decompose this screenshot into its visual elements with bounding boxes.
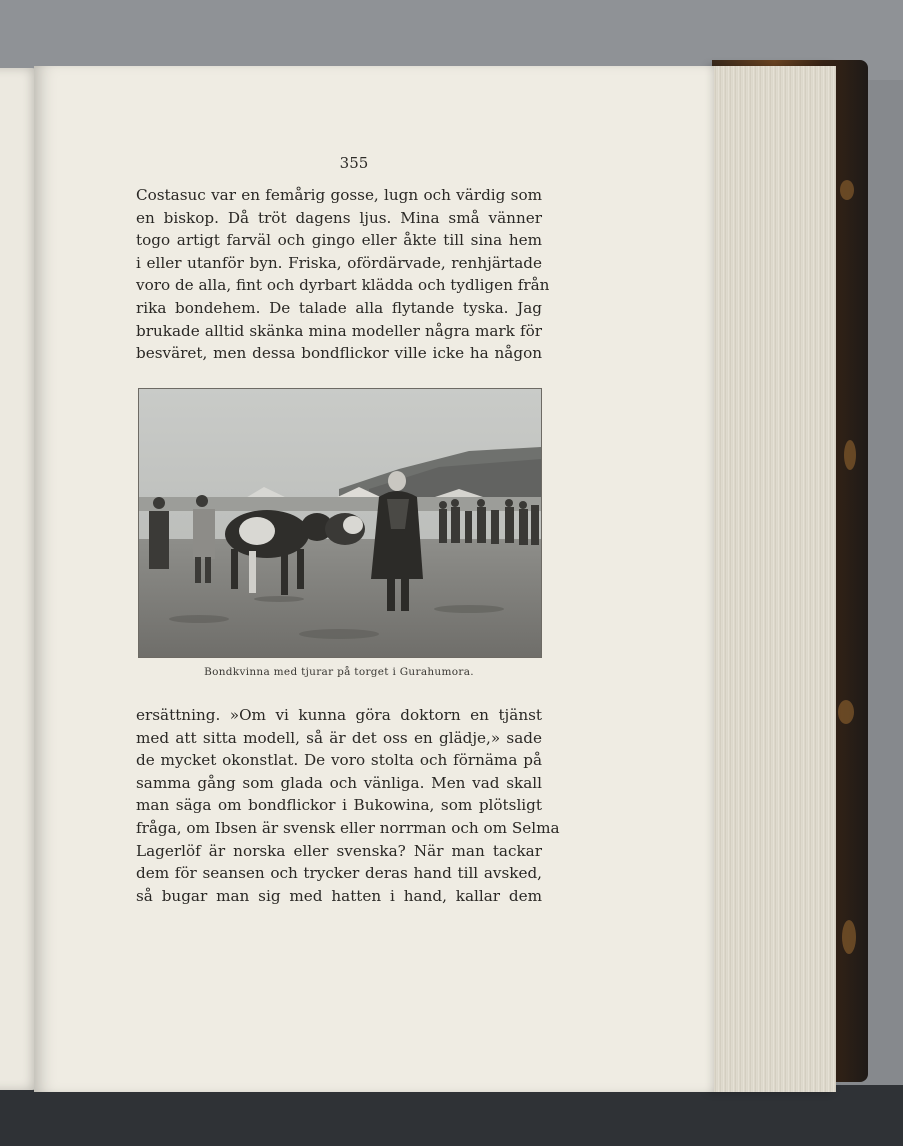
text-line: dem för seansen och trycker deras hand till avsked, bbox=[136, 864, 542, 883]
page-number: 355 bbox=[339, 154, 369, 172]
text-line: en biskop. Då tröt dagens ljus. Mina små vänner bbox=[136, 208, 542, 227]
text-line: voro de alla, fint och dyrbart klädda och tydligen från bbox=[136, 276, 550, 295]
background-bottom bbox=[0, 1085, 903, 1146]
cover-marbling bbox=[844, 440, 856, 470]
book-page bbox=[34, 66, 714, 1092]
page-edges-stack bbox=[712, 66, 836, 1092]
text-line: i eller utanför byn. Friska, ofördärvade, renhjärtade bbox=[136, 253, 542, 272]
text-line: rika bondehem. De talade alla flytande tyska. Jag bbox=[136, 298, 542, 317]
cover-marbling bbox=[838, 700, 854, 724]
text-line: ersättning. »Om vi kunna göra doktorn en tjänst bbox=[136, 706, 542, 724]
figure-caption: Bondkvinna med tjurar på torget i Gurahumora. bbox=[204, 666, 474, 678]
text-line: så bugar man sig med hatten i hand, kallar dem bbox=[136, 886, 542, 905]
paragraph-top bbox=[136, 184, 550, 365]
text-line: samma gång som glada och vänliga. Men vad skall bbox=[136, 773, 542, 792]
text-line: Lagerlöf är norska eller svenska? När man tackar bbox=[136, 841, 542, 860]
text-line: besväret, men dessa bondflickor ville icke ha någon bbox=[136, 344, 542, 363]
text-line: de mycket okonstlat. De voro stolta och förnäma på bbox=[136, 751, 542, 770]
text-line: man säga om bondflickor i Bukowina, som plötsligt bbox=[136, 796, 542, 815]
text-line: Costasuc var en femårig gosse, lugn och värdig som bbox=[136, 186, 542, 204]
text-line: fråga, om Ibsen är svensk eller norrman och om Selma bbox=[136, 818, 560, 837]
paragraph-bottom bbox=[136, 704, 560, 907]
text-line: med att sitta modell, så är det oss en glädje,» sade bbox=[136, 728, 542, 747]
market-photo bbox=[138, 388, 542, 658]
text-line: togo artigt farväl och gingo eller åkte till sina hem bbox=[136, 231, 542, 250]
cover-marbling bbox=[840, 180, 854, 200]
text-line: brukade alltid skänka mina modeller några mark för bbox=[136, 321, 542, 340]
cover-marbling bbox=[842, 920, 856, 954]
left-page-edge bbox=[0, 68, 38, 1090]
